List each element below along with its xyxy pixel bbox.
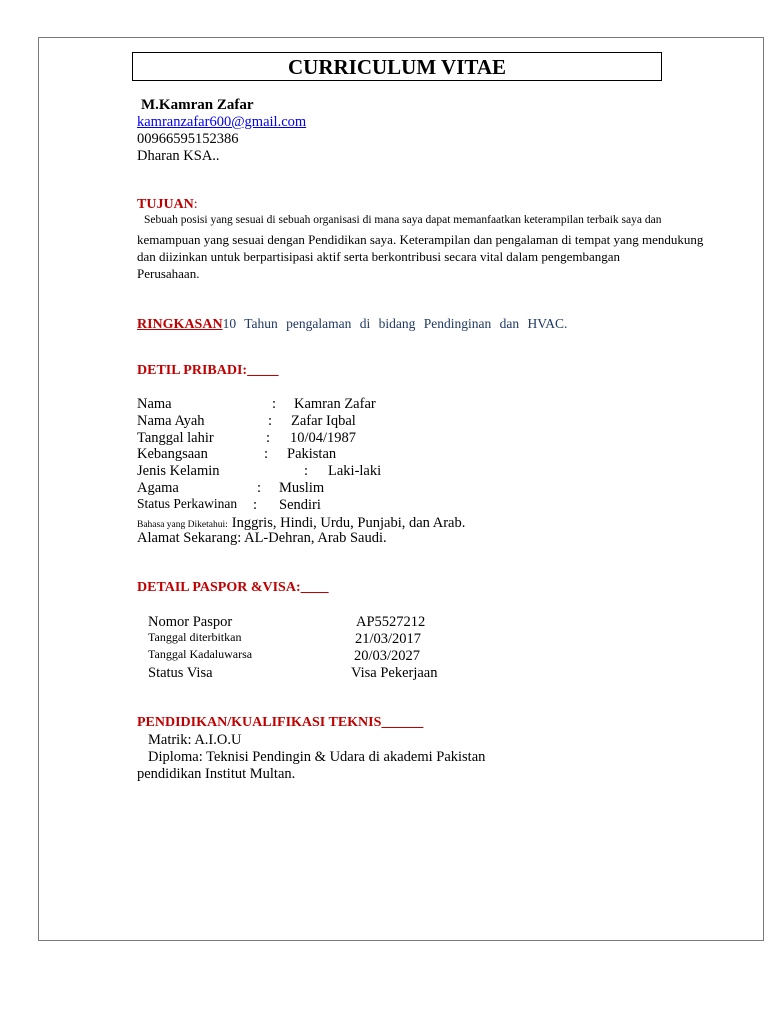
detail-colon: : <box>272 396 277 412</box>
detail-label: Nama <box>137 396 172 412</box>
passport-value: Visa Pekerjaan <box>351 665 438 681</box>
detail-colon: : <box>264 446 269 462</box>
passport-value: 20/03/2027 <box>354 648 421 664</box>
pendidikan-heading <box>137 715 423 731</box>
detail-label: Kebangsaan <box>137 446 208 462</box>
matrik: Matrik: A.I.O.U <box>148 732 242 748</box>
tujuan-line-2: kemampuan yang sesuai dengan Pendidikan saya. Keterampilan dan pengalaman di tempat yang mendukung <box>137 232 704 247</box>
detail-colon: : <box>268 413 273 429</box>
detail-label: Jenis Kelamin <box>137 463 220 479</box>
tujuan-colon: : <box>193 197 198 212</box>
passport-label: Tanggal Kadaluwarsa <box>148 647 253 661</box>
alamat-sekarang: Alamat Sekarang: AL-Dehran, Arab Saudi. <box>137 530 387 546</box>
detail-colon: : <box>253 497 258 513</box>
phone-number: 00966595152386 <box>137 131 239 147</box>
detail-value: Pakistan <box>287 446 337 462</box>
passport-label: Tanggal diterbitkan <box>148 630 242 644</box>
tujuan-line-4: Perusahaan. <box>137 266 200 281</box>
tujuan-heading: TUJUAN <box>137 197 194 212</box>
ringkasan-text: 10 Tahun pengalaman di bidang Pendinginan dan HVAC. <box>222 316 568 331</box>
location: Dharan KSA.. <box>137 148 220 164</box>
ringkasan-heading: RINGKASAN <box>137 317 223 332</box>
candidate-name: M.Kamran Zafar <box>141 97 254 113</box>
detail-value: Muslim <box>279 480 325 496</box>
paspor-heading-text: DETAIL PASPOR &VISA: <box>137 580 301 595</box>
detail-colon: : <box>304 463 309 479</box>
pendidikan-heading-text: PENDIDIKAN/KUALIFIKASI TEKNIS <box>137 715 382 730</box>
diploma: Diploma: Teknisi Pendingin & Udara di akademi Pakistan <box>148 749 486 765</box>
tujuan-line-1: Sebuah posisi yang sesuai di sebuah organisasi di mana saya dapat memanfaatkan keterampilan terbaik saya dan <box>144 214 662 226</box>
tujuan-line-3: dan diizinkan untuk berpartisipasi aktif serta berkontribusi secara vital dalam pengembangan <box>137 249 621 264</box>
detail-value: Kamran Zafar <box>294 396 376 412</box>
bahasa-label: Bahasa yang Diketahui: <box>137 520 228 530</box>
passport-label: Nomor Paspor <box>148 614 233 630</box>
detil-pribadi-heading-text: DETIL PRIBADI: <box>137 363 248 378</box>
passport-value: AP5527212 <box>356 614 426 630</box>
ringkasan-line <box>137 316 567 333</box>
detail-value: 10/04/1987 <box>290 430 357 446</box>
detail-label: Status Perkawinan <box>137 496 238 511</box>
detail-colon: : <box>266 430 271 446</box>
detil-pribadi-heading <box>137 363 279 379</box>
detail-label: Agama <box>137 480 179 496</box>
document-title: CURRICULUM VITAE <box>132 52 662 81</box>
detail-colon: : <box>257 480 262 496</box>
passport-value: 21/03/2017 <box>355 631 422 647</box>
detail-value: Zafar Iqbal <box>291 413 356 429</box>
email-link[interactable]: kamranzafar600@gmail.com <box>137 114 307 130</box>
detail-value: Laki-laki <box>328 463 382 479</box>
detail-label: Nama Ayah <box>137 413 205 429</box>
diploma-continued: pendidikan Institut Multan. <box>137 766 296 782</box>
detail-label: Tanggal lahir <box>137 430 214 446</box>
detail-value: Sendiri <box>279 497 321 513</box>
passport-label: Status Visa <box>148 665 213 681</box>
tujuan-heading-line <box>137 197 198 213</box>
bahasa-value: Inggris, Hindi, Urdu, Punjabi, dan Arab. <box>231 515 466 531</box>
paspor-heading <box>137 580 329 596</box>
